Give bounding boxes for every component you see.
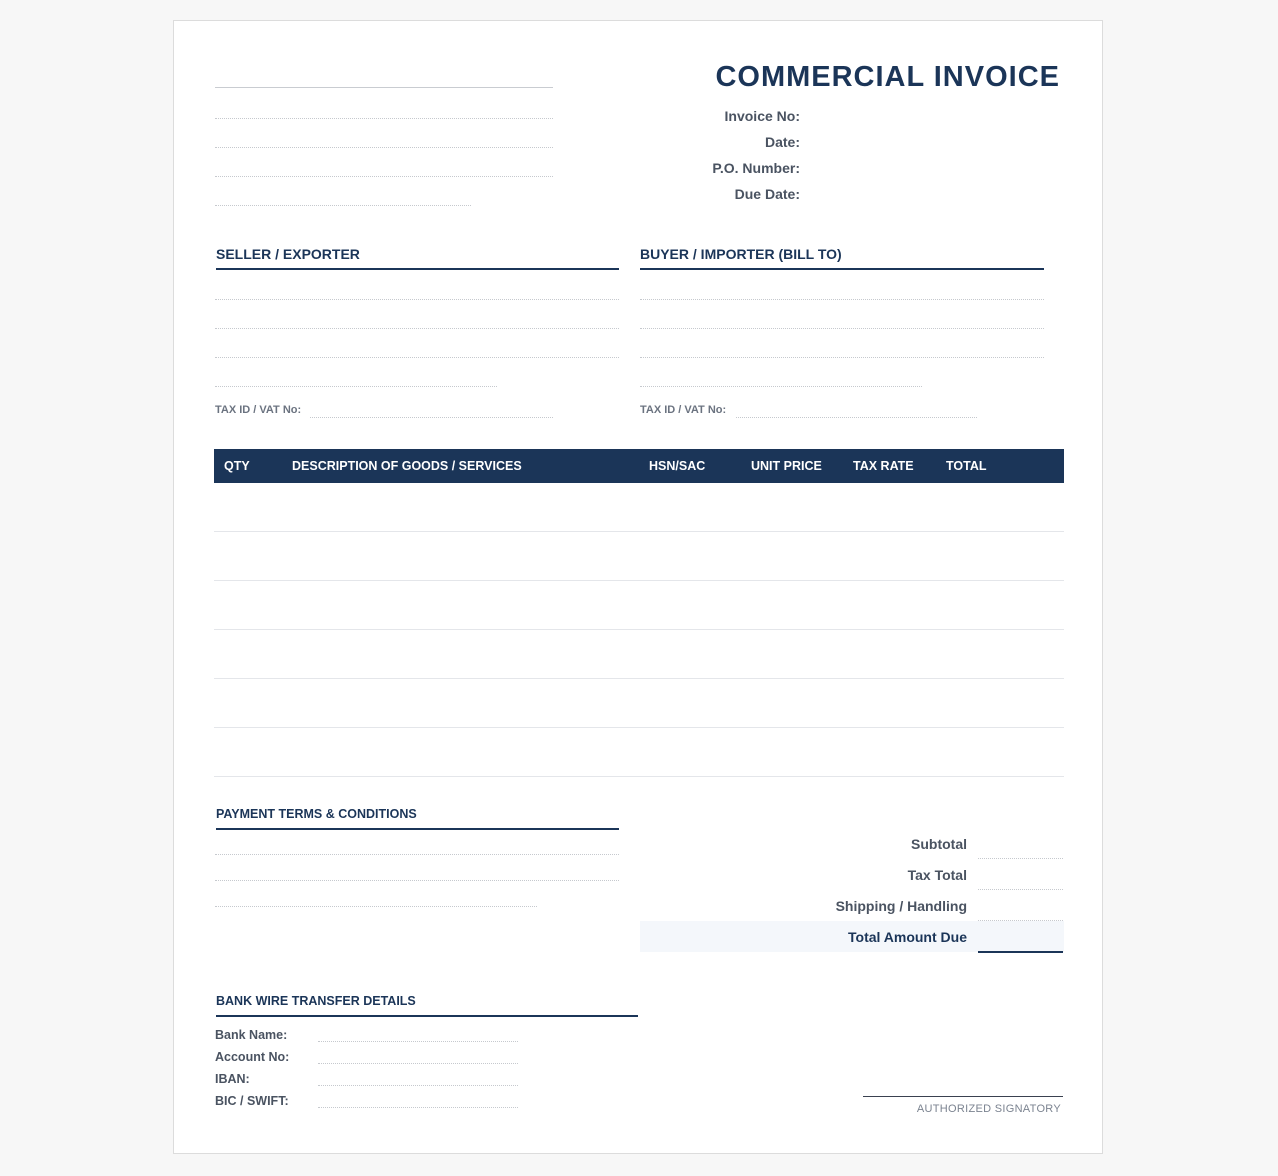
bank-heading: BANK WIRE TRANSFER DETAILS xyxy=(216,994,638,1017)
seller-line-1[interactable] xyxy=(215,299,619,300)
column-tax-rate: TAX RATE xyxy=(853,459,914,473)
bank-name-field[interactable] xyxy=(318,1041,518,1042)
bic-swift-label: BIC / SWIFT: xyxy=(215,1094,289,1108)
subtotal-field[interactable] xyxy=(978,858,1063,859)
seller-tax-field[interactable] xyxy=(310,417,553,418)
seller-tax-label: TAX ID / VAT No: xyxy=(215,404,302,416)
date-label: Date: xyxy=(764,134,800,150)
table-row[interactable] xyxy=(214,776,1064,777)
company-name-line[interactable] xyxy=(215,87,553,88)
due-date-label: Due Date: xyxy=(734,186,800,202)
shipping-label: Shipping / Handling xyxy=(835,898,967,914)
table-row[interactable] xyxy=(214,629,1064,630)
buyer-tax-label: TAX ID / VAT No: xyxy=(640,404,727,416)
buyer-line-1[interactable] xyxy=(640,299,1044,300)
buyer-line-4[interactable] xyxy=(640,386,922,387)
invoice-page xyxy=(173,20,1103,1154)
buyer-line-3[interactable] xyxy=(640,357,1044,358)
table-row[interactable] xyxy=(214,727,1064,728)
total-due-field[interactable] xyxy=(978,951,1063,953)
seller-line-3[interactable] xyxy=(215,357,619,358)
po-number-label: P.O. Number: xyxy=(712,160,800,176)
signature-line[interactable] xyxy=(863,1096,1063,1097)
column-hsn-sac: HSN/SAC xyxy=(649,459,706,473)
iban-label: IBAN: xyxy=(215,1072,250,1086)
iban-field[interactable] xyxy=(318,1085,518,1086)
buyer-heading: BUYER / IMPORTER (BILL TO) xyxy=(640,246,1044,270)
tax-total-field[interactable] xyxy=(978,889,1063,890)
company-address-line-4[interactable] xyxy=(215,205,471,206)
page-title: COMMERCIAL INVOICE xyxy=(715,61,1060,93)
bic-swift-field[interactable] xyxy=(318,1107,518,1108)
signature-label: AUTHORIZED SIGNATORY xyxy=(916,1103,1061,1115)
column-qty: QTY xyxy=(224,459,250,473)
account-no-field[interactable] xyxy=(318,1063,518,1064)
items-table-header xyxy=(214,449,1064,483)
seller-line-2[interactable] xyxy=(215,328,619,329)
column-unit-price: UNIT PRICE xyxy=(751,459,822,473)
bank-name-label: Bank Name: xyxy=(215,1028,288,1042)
seller-heading: SELLER / EXPORTER xyxy=(216,246,619,270)
invoice-no-label: Invoice No: xyxy=(724,108,800,124)
tax-total-label: Tax Total xyxy=(907,867,967,883)
table-row[interactable] xyxy=(214,678,1064,679)
buyer-line-2[interactable] xyxy=(640,328,1044,329)
company-address-line-2[interactable] xyxy=(215,147,553,148)
payment-terms-line-3[interactable] xyxy=(215,906,537,907)
company-address-line-3[interactable] xyxy=(215,176,553,177)
table-row[interactable] xyxy=(214,531,1064,532)
seller-line-4[interactable] xyxy=(215,386,497,387)
company-address-line-1[interactable] xyxy=(215,118,553,119)
shipping-field[interactable] xyxy=(978,920,1063,921)
payment-terms-heading: PAYMENT TERMS & CONDITIONS xyxy=(216,807,619,830)
buyer-tax-field[interactable] xyxy=(736,417,977,418)
column-total: TOTAL xyxy=(946,459,987,473)
total-due-label: Total Amount Due xyxy=(848,929,967,945)
subtotal-label: Subtotal xyxy=(911,836,967,852)
payment-terms-line-1[interactable] xyxy=(215,854,619,855)
payment-terms-line-2[interactable] xyxy=(215,880,619,881)
account-no-label: Account No: xyxy=(215,1050,290,1064)
column-description: DESCRIPTION OF GOODS / SERVICES xyxy=(292,459,522,473)
table-row[interactable] xyxy=(214,580,1064,581)
